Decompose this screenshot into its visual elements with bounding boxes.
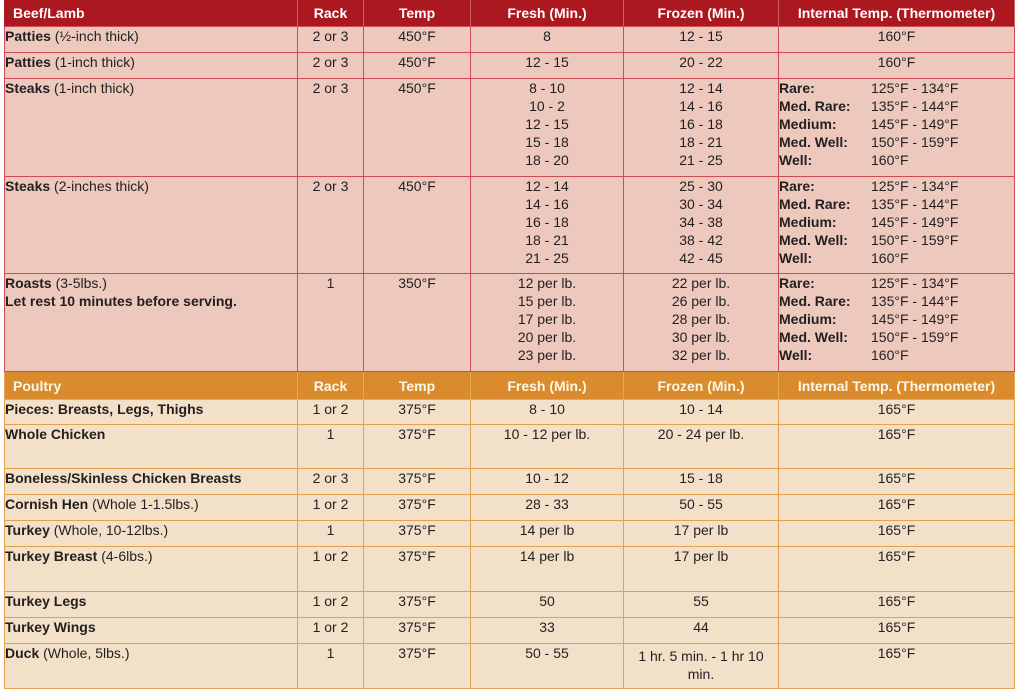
item-name: Roasts bbox=[5, 275, 52, 291]
doneness-level: Med. Well: bbox=[779, 232, 848, 248]
rack-cell: 1 bbox=[298, 274, 364, 372]
doneness-row bbox=[779, 151, 1014, 169]
frozen-cell: 20 - 22 bbox=[624, 53, 779, 79]
frozen-cell: 12 - 15 bbox=[624, 27, 779, 53]
item-name-cell bbox=[5, 27, 298, 53]
fresh-cell: 12 - 15 bbox=[471, 53, 624, 79]
table-row bbox=[5, 618, 1015, 644]
item-name-cell bbox=[5, 274, 298, 372]
doneness-range: 125°F - 134°F bbox=[871, 275, 959, 291]
header-fresh: Fresh (Min.) bbox=[471, 372, 624, 400]
fresh-time: 21 - 25 bbox=[525, 250, 569, 266]
frozen-time: 28 per lb. bbox=[671, 311, 731, 327]
header-rack: Rack bbox=[298, 372, 364, 400]
rack-cell: 1 or 2 bbox=[298, 400, 364, 425]
header-fresh: Fresh (Min.) bbox=[471, 0, 624, 27]
frozen-cell: 55 bbox=[624, 592, 779, 618]
doneness-row bbox=[779, 115, 1014, 133]
fresh-time: 15 - 18 bbox=[525, 134, 569, 150]
internal-temp-cell: 165°F bbox=[779, 469, 1015, 495]
frozen-time: 16 - 18 bbox=[679, 116, 723, 132]
rack-cell: 2 or 3 bbox=[298, 53, 364, 79]
doneness-range: 145°F - 149°F bbox=[871, 116, 959, 132]
doneness-level: Med. Rare: bbox=[779, 98, 851, 114]
item-detail: (4-6lbs.) bbox=[97, 548, 153, 564]
frozen-cell: 17 per lb bbox=[624, 547, 779, 592]
item-name: Boneless/Skinless Chicken Breasts bbox=[5, 470, 242, 486]
rack-cell: 1 bbox=[298, 425, 364, 469]
frozen-cell bbox=[624, 177, 779, 274]
item-name-cell bbox=[5, 547, 298, 592]
temp-cell: 350°F bbox=[364, 274, 471, 372]
item-detail: (Whole 1-1.5lbs.) bbox=[88, 496, 199, 512]
item-name: Turkey Breast bbox=[5, 548, 98, 564]
table-row bbox=[5, 27, 1015, 53]
doneness-range: 160°F bbox=[871, 152, 909, 168]
item-name-cell bbox=[5, 79, 298, 177]
doneness-row bbox=[779, 292, 1014, 310]
doneness-row bbox=[779, 133, 1014, 151]
item-name-cell bbox=[5, 521, 298, 547]
doneness-level: Rare: bbox=[779, 178, 815, 194]
frozen-cell: 50 - 55 bbox=[624, 495, 779, 521]
frozen-cell: 17 per lb bbox=[624, 521, 779, 547]
frozen-cell: 1 hr. 5 min. - 1 hr 10 min. bbox=[624, 644, 779, 689]
header-internal-temp: Internal Temp. (Thermometer) bbox=[779, 0, 1015, 27]
table-row bbox=[5, 79, 1015, 177]
fresh-time: 12 - 15 bbox=[525, 116, 569, 132]
internal-temp-cell: 160°F bbox=[779, 53, 1015, 79]
fresh-cell: 50 - 55 bbox=[471, 644, 624, 689]
item-detail: (½-inch thick) bbox=[50, 28, 139, 44]
doneness-level: Med. Well: bbox=[779, 329, 848, 345]
temp-cell: 450°F bbox=[364, 79, 471, 177]
item-name-cell bbox=[5, 400, 298, 425]
header-category: Beef/Lamb bbox=[5, 0, 298, 27]
doneness-row bbox=[779, 213, 1014, 231]
item-name-cell bbox=[5, 592, 298, 618]
internal-temp-cell bbox=[779, 177, 1015, 274]
doneness-row bbox=[779, 274, 1014, 292]
temp-cell: 450°F bbox=[364, 177, 471, 274]
table-row bbox=[5, 469, 1015, 495]
doneness-range: 160°F bbox=[871, 250, 909, 266]
item-name-cell bbox=[5, 495, 298, 521]
frozen-time: 30 per lb. bbox=[671, 329, 731, 345]
rack-cell: 1 or 2 bbox=[298, 495, 364, 521]
header-frozen: Frozen (Min.) bbox=[624, 372, 779, 400]
item-name: Cornish Hen bbox=[5, 496, 89, 512]
item-name-cell bbox=[5, 53, 298, 79]
doneness-level: Med. Rare: bbox=[779, 196, 851, 212]
fresh-cell: 14 per lb bbox=[471, 547, 624, 592]
fresh-time: 14 - 16 bbox=[525, 196, 569, 212]
temp-cell: 375°F bbox=[364, 495, 471, 521]
fresh-cell: 10 - 12 per lb. bbox=[471, 425, 624, 469]
temp-cell: 375°F bbox=[364, 618, 471, 644]
temp-cell: 375°F bbox=[364, 469, 471, 495]
header-temp: Temp bbox=[364, 372, 471, 400]
fresh-cell bbox=[471, 79, 624, 177]
item-detail: (2-inches thick) bbox=[50, 178, 149, 194]
doneness-row bbox=[779, 346, 1014, 364]
rack-cell: 1 or 2 bbox=[298, 547, 364, 592]
table-row bbox=[5, 547, 1015, 592]
doneness-range: 160°F bbox=[871, 347, 909, 363]
rack-cell: 1 or 2 bbox=[298, 618, 364, 644]
doneness-range: 125°F - 134°F bbox=[871, 80, 959, 96]
doneness-level: Medium: bbox=[779, 311, 837, 327]
doneness-level: Well: bbox=[779, 250, 813, 266]
frozen-cell: 20 - 24 per lb. bbox=[624, 425, 779, 469]
doneness-row bbox=[779, 249, 1014, 267]
rack-cell: 2 or 3 bbox=[298, 469, 364, 495]
item-name-cell bbox=[5, 618, 298, 644]
fresh-time: 23 per lb. bbox=[517, 347, 577, 363]
frozen-cell: 15 - 18 bbox=[624, 469, 779, 495]
internal-temp-cell: 160°F bbox=[779, 27, 1015, 53]
fresh-time: 12 per lb. bbox=[517, 275, 577, 291]
doneness-level: Medium: bbox=[779, 116, 837, 132]
doneness-range: 145°F - 149°F bbox=[871, 214, 959, 230]
frozen-time: 21 - 25 bbox=[679, 152, 723, 168]
fresh-time: 12 - 14 bbox=[525, 178, 569, 194]
header-category: Poultry bbox=[5, 372, 298, 400]
table-row bbox=[5, 644, 1015, 689]
frozen-cell bbox=[624, 79, 779, 177]
frozen-time: 12 - 14 bbox=[679, 80, 723, 96]
doneness-level: Medium: bbox=[779, 214, 837, 230]
rack-cell: 2 or 3 bbox=[298, 79, 364, 177]
fresh-time: 16 - 18 bbox=[525, 214, 569, 230]
frozen-time: 38 - 42 bbox=[679, 232, 723, 248]
doneness-row bbox=[779, 231, 1014, 249]
item-name: Steaks bbox=[5, 178, 51, 194]
temp-cell: 450°F bbox=[364, 27, 471, 53]
fresh-cell: 28 - 33 bbox=[471, 495, 624, 521]
internal-temp-cell: 165°F bbox=[779, 547, 1015, 592]
doneness-range: 135°F - 144°F bbox=[871, 196, 959, 212]
doneness-row bbox=[779, 310, 1014, 328]
rack-cell: 2 or 3 bbox=[298, 177, 364, 274]
doneness-row bbox=[779, 177, 1014, 195]
item-name: Duck bbox=[5, 645, 40, 661]
internal-temp-cell bbox=[779, 274, 1015, 372]
doneness-level: Rare: bbox=[779, 275, 815, 291]
internal-temp-cell: 165°F bbox=[779, 592, 1015, 618]
item-name: Turkey Legs bbox=[5, 593, 87, 609]
header-internal-temp: Internal Temp. (Thermometer) bbox=[779, 372, 1015, 400]
doneness-range: 125°F - 134°F bbox=[871, 178, 959, 194]
frozen-time: 14 - 16 bbox=[679, 98, 723, 114]
item-name: Patties bbox=[5, 54, 51, 70]
doneness-level: Well: bbox=[779, 152, 813, 168]
item-detail: (3-5lbs.) bbox=[51, 275, 107, 291]
table-row bbox=[5, 592, 1015, 618]
rack-cell: 1 bbox=[298, 644, 364, 689]
temp-cell: 450°F bbox=[364, 53, 471, 79]
fresh-cell: 8 bbox=[471, 27, 624, 53]
frozen-time: 34 - 38 bbox=[679, 214, 723, 230]
doneness-range: 145°F - 149°F bbox=[871, 311, 959, 327]
frozen-time: 32 per lb. bbox=[671, 347, 731, 363]
table-row bbox=[5, 425, 1015, 469]
table-row bbox=[5, 53, 1015, 79]
temp-cell: 375°F bbox=[364, 400, 471, 425]
doneness-level: Rare: bbox=[779, 80, 815, 96]
doneness-row bbox=[779, 328, 1014, 346]
table-row bbox=[5, 177, 1015, 274]
item-name: Pieces: Breasts, Legs, Thighs bbox=[5, 401, 204, 417]
doneness-level: Med. Rare: bbox=[779, 293, 851, 309]
frozen-time: 18 - 21 bbox=[679, 134, 723, 150]
table-row bbox=[5, 274, 1015, 372]
doneness-level: Well: bbox=[779, 347, 813, 363]
doneness-range: 135°F - 144°F bbox=[871, 293, 959, 309]
table-row bbox=[5, 521, 1015, 547]
temp-cell: 375°F bbox=[364, 592, 471, 618]
poultry-header-row bbox=[5, 372, 1015, 400]
header-temp: Temp bbox=[364, 0, 471, 27]
fresh-time: 8 - 10 bbox=[529, 80, 565, 96]
fresh-time: 10 - 2 bbox=[529, 98, 565, 114]
temp-cell: 375°F bbox=[364, 521, 471, 547]
item-detail: (1-inch thick) bbox=[50, 80, 135, 96]
doneness-range: 150°F - 159°F bbox=[871, 134, 959, 150]
fresh-cell: 8 - 10 bbox=[471, 400, 624, 425]
header-rack: Rack bbox=[298, 0, 364, 27]
fresh-time: 18 - 21 bbox=[525, 232, 569, 248]
doneness-range: 135°F - 144°F bbox=[871, 98, 959, 114]
frozen-cell: 10 - 14 bbox=[624, 400, 779, 425]
item-name-cell bbox=[5, 425, 298, 469]
internal-temp-cell: 165°F bbox=[779, 495, 1015, 521]
frozen-time: 30 - 34 bbox=[679, 196, 723, 212]
frozen-time: 22 per lb. bbox=[671, 275, 731, 291]
item-name: Patties bbox=[5, 28, 51, 44]
temp-cell: 375°F bbox=[364, 644, 471, 689]
table-row bbox=[5, 495, 1015, 521]
fresh-time: 15 per lb. bbox=[517, 293, 577, 309]
doneness-row bbox=[779, 79, 1014, 97]
internal-temp-cell: 165°F bbox=[779, 521, 1015, 547]
item-note: Let rest 10 minutes before serving. bbox=[5, 293, 237, 309]
beef-header-row bbox=[5, 0, 1015, 27]
doneness-row bbox=[779, 195, 1014, 213]
internal-temp-cell: 165°F bbox=[779, 644, 1015, 689]
doneness-row bbox=[779, 97, 1014, 115]
table-row bbox=[5, 400, 1015, 425]
fresh-cell bbox=[471, 274, 624, 372]
item-name: Steaks bbox=[5, 80, 51, 96]
internal-temp-cell: 165°F bbox=[779, 425, 1015, 469]
rack-cell: 1 bbox=[298, 521, 364, 547]
fresh-time: 20 per lb. bbox=[517, 329, 577, 345]
item-detail: (1-inch thick) bbox=[50, 54, 135, 70]
fresh-time: 17 per lb. bbox=[517, 311, 577, 327]
internal-temp-cell: 165°F bbox=[779, 400, 1015, 425]
item-name: Whole Chicken bbox=[5, 426, 106, 442]
fresh-time: 18 - 20 bbox=[525, 152, 569, 168]
item-name: Turkey bbox=[5, 522, 50, 538]
frozen-cell bbox=[624, 274, 779, 372]
frozen-time: 26 per lb. bbox=[671, 293, 731, 309]
frozen-cell: 44 bbox=[624, 618, 779, 644]
item-detail: (Whole, 10-12lbs.) bbox=[49, 522, 169, 538]
doneness-range: 150°F - 159°F bbox=[871, 329, 959, 345]
doneness-range: 150°F - 159°F bbox=[871, 232, 959, 248]
item-name: Turkey Wings bbox=[5, 619, 96, 635]
internal-temp-cell bbox=[779, 79, 1015, 177]
temp-cell: 375°F bbox=[364, 425, 471, 469]
fresh-cell: 10 - 12 bbox=[471, 469, 624, 495]
doneness-level: Med. Well: bbox=[779, 134, 848, 150]
item-detail: (Whole, 5lbs.) bbox=[39, 645, 130, 661]
header-frozen: Frozen (Min.) bbox=[624, 0, 779, 27]
fresh-cell: 33 bbox=[471, 618, 624, 644]
item-name-cell bbox=[5, 177, 298, 274]
fresh-cell bbox=[471, 177, 624, 274]
item-name-cell bbox=[5, 469, 298, 495]
frozen-time: 42 - 45 bbox=[679, 250, 723, 266]
rack-cell: 2 or 3 bbox=[298, 27, 364, 53]
fresh-cell: 50 bbox=[471, 592, 624, 618]
cooking-chart-table bbox=[4, 0, 1015, 689]
fresh-cell: 14 per lb bbox=[471, 521, 624, 547]
rack-cell: 1 or 2 bbox=[298, 592, 364, 618]
temp-cell: 375°F bbox=[364, 547, 471, 592]
internal-temp-cell: 165°F bbox=[779, 618, 1015, 644]
item-name-cell bbox=[5, 644, 298, 689]
frozen-time: 25 - 30 bbox=[679, 178, 723, 194]
